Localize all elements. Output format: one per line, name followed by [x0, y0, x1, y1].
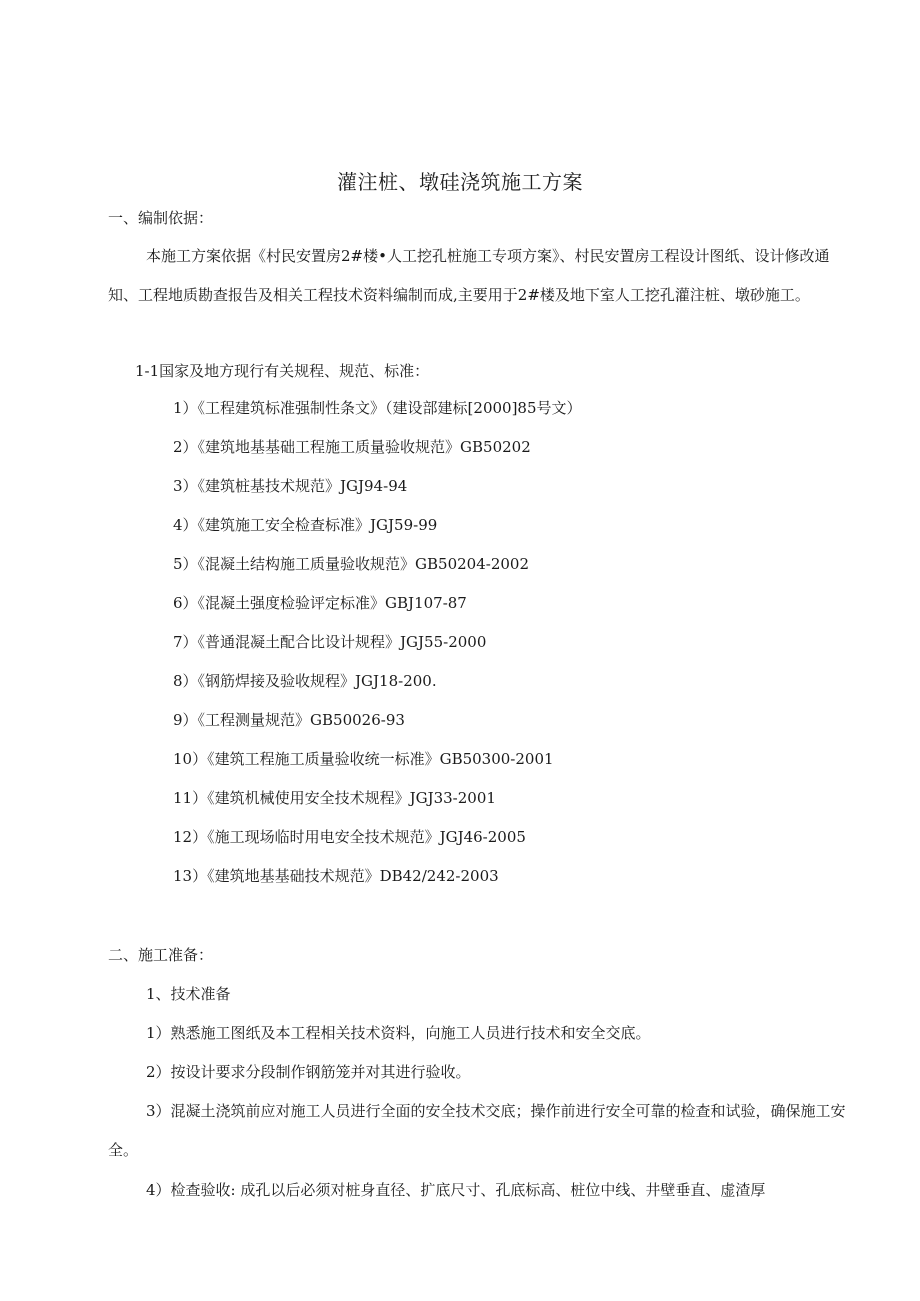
prep-item: 3）混凝土浇筑前应对施工人员进行全面的安全技术交底；操作前进行安全可靠的检查和试验，确保施工安全。 [108, 1102, 846, 1159]
basis-paragraph: 本施工方案依据《村民安置房2#楼•人工挖孔桩施工专项方案》、村民安置房工程设计图纸、设计修改通知、工程地质勘查报告及相关工程技术资料编制而成,主要用于2#楼及地下室人工挖孔灌注桩、墩砂施工。 [108, 247, 830, 304]
regulation-item: 9）《工程测量规范》GB50026-93 [173, 711, 405, 729]
regulation-item: 5）《混凝土结构施工质量验收规范》GB50204-2002 [173, 555, 530, 573]
regulation-item: 3）《建筑桩基技术规范》JGJ94-94 [173, 477, 408, 495]
regulation-item: 12）《施工现场临时用电安全技术规范》JGJ46-2005 [173, 828, 526, 846]
prep-item: 1）熟悉施工图纸及本工程相关技术资料，向施工人员进行技术和安全交底。 [146, 1024, 651, 1042]
prep-item: 4）检查验收: 成孔以后必须对桩身直径、扩底尺寸、孔底标高、桩位中线、井壁垂直、虚渣厚 [146, 1181, 766, 1199]
prep-item: 2）按设计要求分段制作钢筋笼并对其进行验收。 [146, 1063, 471, 1081]
regulation-item: 13）《建筑地基基础技术规范》DB42/242-2003 [173, 867, 499, 885]
regulation-item: 4）《建筑施工安全检查标准》JGJ59-99 [173, 516, 438, 534]
section-heading-basis: 一、编制依据： [108, 209, 214, 227]
regulation-item: 1）《工程建筑标准强制性条文》（建设部建标[2000]85号文） [173, 399, 582, 417]
regulation-item: 8）《钢筋焊接及验收规程》JGJ18-200. [173, 672, 437, 690]
technical-prep-heading: 1、技术准备 [146, 985, 231, 1003]
regulation-item: 2）《建筑地基基础工程施工质量验收规范》GB50202 [173, 438, 531, 456]
section-heading-preparation: 二、施工准备： [108, 946, 214, 964]
regulation-item: 11）《建筑机械使用安全技术规程》JGJ33-2001 [173, 789, 496, 807]
document-title: 灌注桩、墩硅浇筑施工方案 [337, 170, 583, 194]
regulations-heading: 1-1国家及地方现行有关规程、规范、标准： [135, 362, 430, 380]
regulation-item: 10）《建筑工程施工质量验收统一标准》GB50300-2001 [173, 750, 554, 768]
regulation-item: 6）《混凝土强度检验评定标准》GBJ107-87 [173, 594, 467, 612]
regulation-item: 7）《普通混凝土配合比设计规程》JGJ55-2000 [173, 633, 487, 651]
